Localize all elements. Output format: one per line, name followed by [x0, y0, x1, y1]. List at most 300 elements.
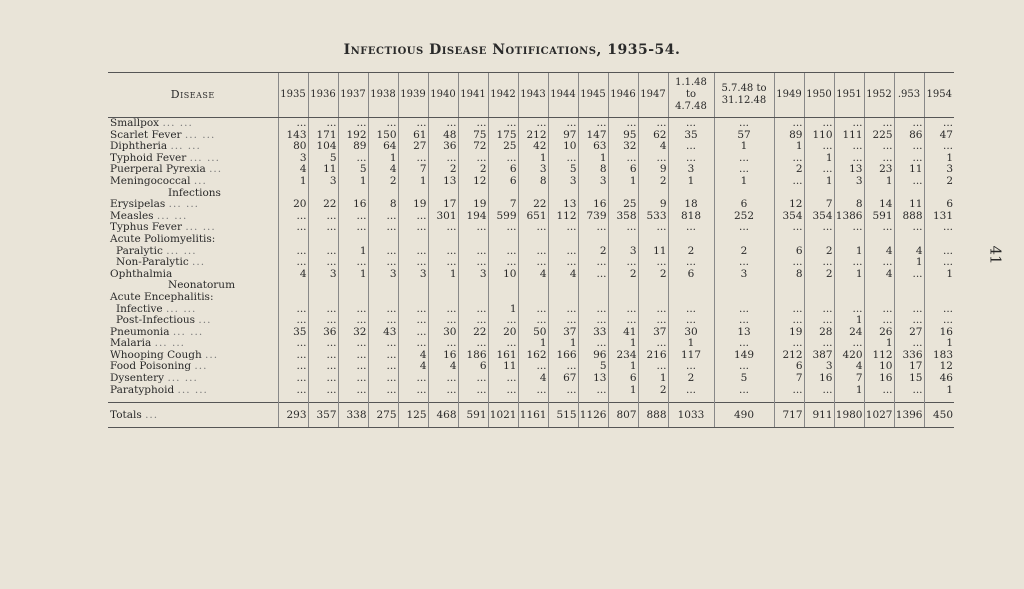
table-cell — [924, 292, 954, 304]
table-cell: ... — [668, 304, 714, 316]
table-cell: 63 — [578, 141, 608, 153]
leader-dots: ... ... — [167, 372, 198, 385]
table-cell: 1 — [714, 141, 774, 153]
table-cell: 10 — [864, 361, 894, 373]
table-cell: ... — [398, 315, 428, 327]
table-cell: ... — [398, 118, 428, 130]
table-cell: 358 — [608, 211, 638, 223]
disease-label: Acute Poliomyelitis: — [110, 232, 216, 245]
table-cell: 4 — [864, 269, 894, 281]
table-cell: ... — [428, 373, 458, 385]
table-cell: ... — [458, 153, 488, 165]
leader-dots: ... ... — [156, 209, 188, 222]
table-cell: 807 — [608, 403, 638, 428]
table-cell: 30 — [668, 327, 714, 339]
table-cell: ... — [428, 385, 458, 397]
table-cell: ... — [714, 385, 774, 397]
table-cell: 37 — [638, 327, 668, 339]
table-cell — [488, 280, 518, 292]
disease-label: Paralytic — [116, 244, 163, 257]
column-header: 1940 — [428, 73, 458, 118]
table-cell: ... — [338, 315, 368, 327]
table-cell — [608, 280, 638, 292]
table-cell: 3 — [924, 164, 954, 176]
table-cell: 2 — [458, 164, 488, 176]
column-header: 1939 — [398, 73, 428, 118]
table-cell: ... — [278, 246, 308, 258]
table-cell: 46 — [924, 373, 954, 385]
table-cell: 11 — [894, 199, 924, 211]
table-cell: 4 — [548, 269, 578, 281]
table-cell: ... — [548, 315, 578, 327]
table-cell: 3 — [368, 269, 398, 281]
table-cell — [834, 280, 864, 292]
disease-label: Totals — [110, 409, 142, 422]
table-cell: 225 — [864, 130, 894, 142]
leader-dots: ... — [198, 314, 212, 327]
table-cell: 75 — [458, 130, 488, 142]
table-cell: 450 — [924, 403, 954, 428]
table-cell: 16 — [338, 199, 368, 211]
disease-label: Whooping Cough — [110, 348, 202, 361]
table-cell — [548, 292, 578, 304]
table-cell: ... — [398, 304, 428, 316]
table-cell — [308, 234, 338, 246]
table-cell — [278, 292, 308, 304]
table-cell — [804, 234, 834, 246]
table-cell: ... — [488, 222, 518, 234]
column-header: .953 — [894, 73, 924, 118]
table-cell: ... — [668, 118, 714, 130]
table-cell: 62 — [638, 130, 668, 142]
column-header: 1.1.48 to 4.7.48 — [668, 73, 714, 118]
table-cell: ... — [368, 222, 398, 234]
table-cell: ... — [278, 350, 308, 362]
table-cell: ... — [548, 385, 578, 397]
table-cell: ... — [368, 257, 398, 269]
table-cell: 117 — [668, 350, 714, 362]
table-cell: ... — [804, 315, 834, 327]
table-cell: 17 — [428, 199, 458, 211]
disease-label: Infections — [168, 186, 221, 199]
table-cell: ... — [428, 257, 458, 269]
table-cell — [428, 292, 458, 304]
table-cell: 2 — [608, 269, 638, 281]
table-cell: 192 — [338, 130, 368, 142]
table-cell: 125 — [398, 403, 428, 428]
table-cell: ... — [834, 304, 864, 316]
table-cell: ... — [864, 304, 894, 316]
table-cell: ... — [428, 118, 458, 130]
table-cell: 33 — [578, 327, 608, 339]
table-cell: 6 — [488, 164, 518, 176]
table-cell: 1 — [338, 246, 368, 258]
table-cell: 43 — [368, 327, 398, 339]
table-cell: ... — [578, 118, 608, 130]
table-cell: 36 — [428, 141, 458, 153]
disease-label: Paratyphoid — [110, 383, 175, 396]
column-header: 1947 — [638, 73, 668, 118]
table-cell: 651 — [518, 211, 548, 223]
table-cell: ... — [608, 315, 638, 327]
table-cell: ... — [518, 118, 548, 130]
table-cell: 3 — [804, 361, 834, 373]
table-cell: ... — [278, 304, 308, 316]
table-row — [108, 280, 954, 292]
table-cell: 30 — [428, 327, 458, 339]
table-cell: 1 — [518, 338, 548, 350]
table-cell: ... — [368, 385, 398, 397]
table-cell: ... — [924, 141, 954, 153]
table-cell: ... — [338, 211, 368, 223]
table-cell: ... — [894, 118, 924, 130]
leader-dots: ... ... — [170, 140, 201, 153]
leader-dots: ... — [192, 256, 206, 269]
table-cell — [518, 292, 548, 304]
disease-label: Scarlet Fever — [110, 128, 182, 141]
table-cell: 2 — [924, 176, 954, 188]
table-cell: 216 — [638, 350, 668, 362]
table-cell: 1 — [338, 269, 368, 281]
table-cell — [458, 292, 488, 304]
table-cell: 1 — [804, 176, 834, 188]
column-header: 1949 — [774, 73, 804, 118]
table-cell: ... — [548, 118, 578, 130]
table-cell: 19 — [774, 327, 804, 339]
table-cell: 162 — [518, 350, 548, 362]
table-cell: 9 — [638, 164, 668, 176]
table-cell: ... — [278, 338, 308, 350]
table-cell: 591 — [458, 403, 488, 428]
table-cell: 1 — [924, 269, 954, 281]
table-cell: 739 — [578, 211, 608, 223]
table-cell: ... — [864, 257, 894, 269]
table-cell: ... — [578, 304, 608, 316]
table-cell: 16 — [804, 373, 834, 385]
table-cell: ... — [774, 385, 804, 397]
table-cell: 10 — [548, 141, 578, 153]
table-row — [108, 234, 954, 246]
table-cell: 1 — [428, 269, 458, 281]
table-cell: ... — [338, 153, 368, 165]
table-cell — [774, 280, 804, 292]
table-cell: 18 — [668, 199, 714, 211]
totals-row — [108, 403, 954, 428]
table-cell: ... — [804, 257, 834, 269]
table-row — [108, 118, 954, 130]
table-cell — [278, 234, 308, 246]
table-cell: 6 — [608, 373, 638, 385]
table-cell: ... — [458, 118, 488, 130]
table-cell: ... — [398, 222, 428, 234]
table-cell: 4 — [638, 141, 668, 153]
table-cell: 275 — [368, 403, 398, 428]
table-cell: 22 — [458, 327, 488, 339]
table-cell: 20 — [278, 199, 308, 211]
table-cell: 1 — [924, 153, 954, 165]
table-cell: 32 — [608, 141, 638, 153]
table-cell: ... — [548, 246, 578, 258]
table-cell: ... — [864, 118, 894, 130]
table-cell: ... — [608, 153, 638, 165]
table-cell: ... — [864, 385, 894, 397]
table-cell: 2 — [804, 246, 834, 258]
leader-dots: ... ... — [168, 198, 200, 211]
table-cell: 420 — [834, 350, 864, 362]
table-cell: 3 — [834, 176, 864, 188]
table-cell: 354 — [774, 211, 804, 223]
table-cell: ... — [518, 222, 548, 234]
table-cell: ... — [638, 222, 668, 234]
table-cell: ... — [638, 315, 668, 327]
column-header: 1942 — [488, 73, 518, 118]
leader-dots: ... ... — [184, 128, 216, 141]
table-cell: 27 — [398, 141, 428, 153]
table-cell: ... — [638, 361, 668, 373]
column-header: 1938 — [368, 73, 398, 118]
table-cell: ... — [488, 257, 518, 269]
table-cell — [894, 234, 924, 246]
table-cell: 533 — [638, 211, 668, 223]
table-cell: ... — [488, 385, 518, 397]
table-cell: ... — [668, 153, 714, 165]
table-cell: ... — [578, 315, 608, 327]
table-cell: ... — [398, 211, 428, 223]
table-cell: 23 — [864, 164, 894, 176]
table-cell: 1 — [864, 176, 894, 188]
column-header-disease: Disease — [108, 73, 278, 118]
table-cell: 72 — [458, 141, 488, 153]
table-cell: ... — [834, 338, 864, 350]
table-cell — [578, 292, 608, 304]
table-cell — [668, 292, 714, 304]
table-cell: 57 — [714, 130, 774, 142]
table-cell: ... — [924, 315, 954, 327]
table-cell — [864, 292, 894, 304]
table-cell: 28 — [804, 327, 834, 339]
table-cell — [548, 280, 578, 292]
table-cell: 8 — [368, 199, 398, 211]
disease-label: Food Poisoning — [110, 360, 192, 373]
table-cell: ... — [458, 304, 488, 316]
table-cell: ... — [774, 257, 804, 269]
table-cell: ... — [668, 315, 714, 327]
table-cell: ... — [548, 153, 578, 165]
leader-dots: ... ... — [172, 325, 204, 338]
table-cell — [714, 280, 774, 292]
table-cell: 1021 — [488, 403, 518, 428]
table-cell: ... — [458, 373, 488, 385]
table-cell — [668, 234, 714, 246]
table-cell: 8 — [834, 199, 864, 211]
table-cell: ... — [308, 211, 338, 223]
table-cell — [308, 292, 338, 304]
table-cell: ... — [338, 350, 368, 362]
disease-label: Diphtheria — [110, 140, 168, 153]
disease-label: Ophthalmia — [110, 267, 173, 280]
table-cell: 357 — [308, 403, 338, 428]
table-cell: ... — [894, 222, 924, 234]
table-cell: ... — [578, 222, 608, 234]
table-cell: 387 — [804, 350, 834, 362]
table-cell: ... — [428, 153, 458, 165]
table-cell: ... — [608, 222, 638, 234]
table-cell: ... — [924, 304, 954, 316]
table-cell: ... — [804, 338, 834, 350]
table-row — [108, 176, 954, 188]
table-cell: 16 — [864, 373, 894, 385]
table-cell: ... — [488, 373, 518, 385]
table-row — [108, 373, 954, 385]
table-cell: 4 — [368, 164, 398, 176]
table-cell: ... — [578, 338, 608, 350]
column-header: 1943 — [518, 73, 548, 118]
table-cell: 7 — [774, 373, 804, 385]
table-cell: 234 — [608, 350, 638, 362]
table-cell: ... — [894, 304, 924, 316]
table-body — [108, 118, 954, 428]
table-cell: 147 — [578, 130, 608, 142]
leader-dots: ... — [194, 360, 208, 373]
table-cell: 1 — [518, 153, 548, 165]
table-cell: ... — [638, 338, 668, 350]
table-cell: ... — [714, 315, 774, 327]
table-cell: 8 — [774, 269, 804, 281]
table-cell — [488, 234, 518, 246]
table-cell: ... — [458, 315, 488, 327]
table-cell: ... — [834, 118, 864, 130]
table-cell: ... — [428, 338, 458, 350]
column-header: 1950 — [804, 73, 834, 118]
table-cell: ... — [308, 338, 338, 350]
table-cell: ... — [864, 315, 894, 327]
table-cell: 13 — [548, 199, 578, 211]
table-cell: ... — [518, 385, 548, 397]
table-cell: 1 — [548, 338, 578, 350]
table-cell: ... — [398, 373, 428, 385]
table-cell: 37 — [548, 327, 578, 339]
table-cell: ... — [308, 373, 338, 385]
table-cell: 4 — [894, 246, 924, 258]
table-cell — [668, 280, 714, 292]
disease-label: Dysentery — [110, 372, 165, 385]
table-cell: 35 — [668, 130, 714, 142]
table-cell: ... — [924, 257, 954, 269]
table-cell: ... — [894, 269, 924, 281]
table-cell: 183 — [924, 350, 954, 362]
table-cell — [924, 234, 954, 246]
table-cell: 1 — [488, 304, 518, 316]
table-cell: 25 — [608, 199, 638, 211]
table-cell: ... — [774, 118, 804, 130]
table-cell: 7 — [398, 164, 428, 176]
table-cell: 2 — [668, 246, 714, 258]
table-cell: ... — [278, 257, 308, 269]
table-cell: 13 — [578, 373, 608, 385]
table-cell: ... — [458, 246, 488, 258]
table-cell: ... — [278, 118, 308, 130]
table-cell: ... — [548, 222, 578, 234]
table-cell: 12 — [774, 199, 804, 211]
table-cell: ... — [308, 350, 338, 362]
table-cell: ... — [894, 176, 924, 188]
table-cell: 186 — [458, 350, 488, 362]
table-cell: 212 — [518, 130, 548, 142]
table-cell: ... — [488, 153, 518, 165]
table-cell: ... — [714, 257, 774, 269]
table-cell: 3 — [278, 153, 308, 165]
table-cell: ... — [398, 327, 428, 339]
table-cell: 3 — [668, 164, 714, 176]
table-cell: 8 — [578, 164, 608, 176]
table-cell — [774, 234, 804, 246]
table-cell: ... — [924, 118, 954, 130]
disease-label: Non-Paralytic — [116, 256, 189, 269]
table-cell: 64 — [368, 141, 398, 153]
table-cell — [638, 292, 668, 304]
table-cell — [894, 292, 924, 304]
table-cell: ... — [638, 153, 668, 165]
table-cell: 6 — [714, 199, 774, 211]
table-cell: ... — [338, 373, 368, 385]
table-cell: 36 — [308, 327, 338, 339]
table-cell: ... — [668, 257, 714, 269]
table-cell — [834, 234, 864, 246]
table-cell: 161 — [488, 350, 518, 362]
table-cell — [608, 234, 638, 246]
table-cell: 25 — [488, 141, 518, 153]
table-cell — [368, 292, 398, 304]
table-cell: 2 — [638, 176, 668, 188]
table-cell: 888 — [894, 211, 924, 223]
table-cell — [638, 280, 668, 292]
table-cell: 717 — [774, 403, 804, 428]
table-cell: 2 — [774, 164, 804, 176]
table-row — [108, 199, 954, 211]
table-cell: ... — [894, 315, 924, 327]
table-cell: ... — [804, 304, 834, 316]
table-cell: 3 — [458, 269, 488, 281]
table-cell: ... — [338, 257, 368, 269]
table-row — [108, 385, 954, 397]
table-cell: ... — [488, 246, 518, 258]
table-cell: ... — [804, 141, 834, 153]
table-cell: ... — [278, 361, 308, 373]
table-cell: 112 — [864, 350, 894, 362]
table-cell — [924, 280, 954, 292]
table-cell: ... — [338, 338, 368, 350]
table-cell: ... — [308, 304, 338, 316]
table-cell: 175 — [488, 130, 518, 142]
table-cell: 17 — [894, 361, 924, 373]
table-cell: ... — [278, 373, 308, 385]
column-header: 1941 — [458, 73, 488, 118]
table-cell: ... — [894, 338, 924, 350]
table-cell: 1027 — [864, 403, 894, 428]
table-cell: 86 — [894, 130, 924, 142]
table-cell: 14 — [864, 199, 894, 211]
column-header: 1951 — [834, 73, 864, 118]
table-cell: 13 — [834, 164, 864, 176]
table-cell: 9 — [638, 199, 668, 211]
table-cell: ... — [308, 257, 338, 269]
table-cell: ... — [428, 304, 458, 316]
table-cell: 468 — [428, 403, 458, 428]
disease-label: Infective — [116, 302, 163, 315]
table-cell: 35 — [278, 327, 308, 339]
table-cell: ... — [518, 304, 548, 316]
table-cell: ... — [714, 153, 774, 165]
